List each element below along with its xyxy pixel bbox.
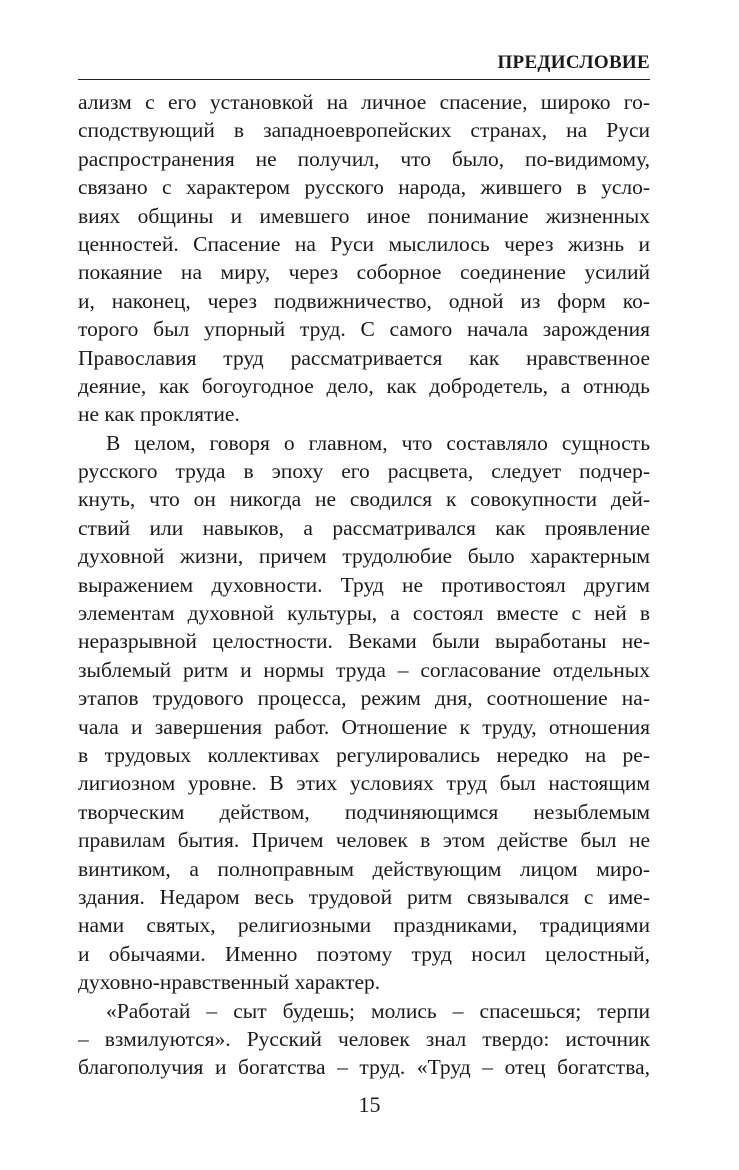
text-line: правилам бытия. Причем человек в этом действе был не xyxy=(78,828,650,853)
text-line: творческим действом, подчиняющимся незыблемым xyxy=(78,799,650,824)
text-line: выражением духовности. Труд не противостоял другим xyxy=(78,572,650,597)
text-line: лигиозном уровне. В этих условиях труд был настоящим xyxy=(78,771,650,796)
text-line: ствий или навыков, а рассматривался как проявление xyxy=(78,515,650,540)
text-line: Православия труд рассматривается как нравственное xyxy=(78,345,650,370)
text-line: торого был упорный труд. С самого начала зарождения xyxy=(78,317,650,342)
text-line: здания. Недаром весь трудовой ритм связывался с име- xyxy=(78,884,650,909)
text-line: этапов трудового процесса, режим дня, соотношение на- xyxy=(78,686,650,711)
text-line: и, наконец, через подвижничество, одной из форм ко- xyxy=(78,288,650,313)
text-line: благополучия и богатства – труд. «Труд – отец богатства, xyxy=(78,1055,650,1080)
text-line: виях общины и имевшего иное понимание жизненных xyxy=(78,203,650,228)
text-line: сподствующий в западноевропейских странах, на Руси xyxy=(78,118,650,143)
text-line: распространения не получил, что было, по-видимому, xyxy=(78,146,650,171)
page-number: 15 xyxy=(358,1092,381,1117)
body-text xyxy=(78,88,650,1082)
text-line: – взмилуются». Русский человек знал твердо: источник xyxy=(78,1026,650,1051)
text-line: винтиком, а полноправным действующим лицом миро- xyxy=(78,856,650,881)
paragraph-first-line: «Работай – сыт будешь; молись – спасешься; терпи xyxy=(106,998,650,1023)
text-line: зыблемый ритм и нормы труда – согласование отдельных xyxy=(78,657,650,682)
text-line: и обычаями. Именно поэтому труд носил целостный, xyxy=(78,941,650,966)
text-line: не как проклятие. xyxy=(78,402,240,427)
text-line: покаяние на миру, через соборное соединение усилий xyxy=(78,260,650,285)
text-line: духовной жизни, причем трудолюбие было характерным xyxy=(78,544,650,569)
text-line: деяние, как богоугодное дело, как добродетель, а отнюдь xyxy=(78,373,650,398)
text-line: неразрывной целостности. Веками были выработаны не- xyxy=(78,629,650,654)
text-line: элементам духовной культуры, а состоял вместе с ней в xyxy=(78,601,650,626)
text-line: духовно-нравственный характер. xyxy=(78,970,381,995)
text-line: в трудовых коллективах регулировались нередко на ре- xyxy=(78,742,650,767)
text-line: чала и завершения работ. Отношение к труду, отношения xyxy=(78,714,650,739)
text-line: ализм с его установкой на личное спасение, широко го- xyxy=(78,90,650,114)
text-line: кнуть, что он никогда не сводился к совокупности дей- xyxy=(78,487,650,512)
text-line: нами святых, религиозными праздниками, традициями xyxy=(78,913,650,938)
text-line: ценностей. Спасение на Руси мыслилось через жизнь и xyxy=(78,231,650,256)
text-line: русского труда в эпоху его расцвета, следует подчер- xyxy=(78,459,650,484)
paragraph-first-line: В целом, говоря о главном, что составляло сущность xyxy=(106,430,650,455)
text-line: связано с характером русского народа, жившего в усло- xyxy=(78,175,650,200)
running-header: ПРЕДИСЛОВИЕ xyxy=(497,52,650,73)
header-rule xyxy=(78,79,650,80)
